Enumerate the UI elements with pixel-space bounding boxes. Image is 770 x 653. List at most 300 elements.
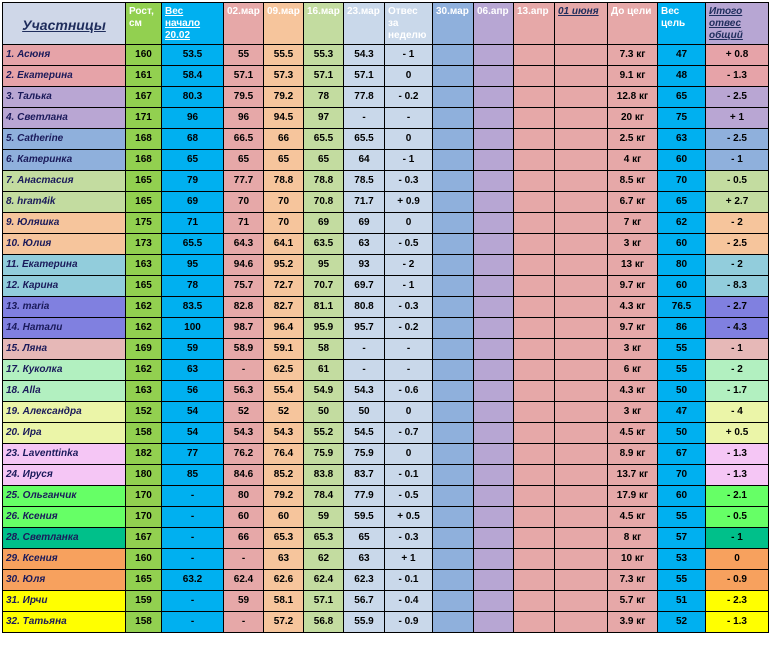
target-weight-cell: 50 bbox=[658, 423, 706, 444]
participant-name: 1. Асюня bbox=[3, 45, 126, 66]
apr13-cell bbox=[514, 381, 555, 402]
table-row bbox=[3, 339, 769, 360]
mar16-cell: 78.4 bbox=[304, 486, 344, 507]
height-cell: 167 bbox=[126, 528, 162, 549]
mar30-cell bbox=[433, 360, 474, 381]
height-cell: 162 bbox=[126, 318, 162, 339]
mar16-cell: 78.8 bbox=[304, 171, 344, 192]
week-loss-cell: - bbox=[385, 339, 433, 360]
participant-name: 13. maria bbox=[3, 297, 126, 318]
mar23-cell: 78.5 bbox=[344, 171, 385, 192]
height-cell: 180 bbox=[126, 465, 162, 486]
table-row bbox=[3, 423, 769, 444]
table-row bbox=[3, 192, 769, 213]
apr06-cell bbox=[474, 234, 514, 255]
to-goal-cell: 3 кг bbox=[608, 234, 658, 255]
target-weight-cell: 62 bbox=[658, 213, 706, 234]
header-apr06: 06.апр bbox=[474, 3, 514, 45]
apr06-cell bbox=[474, 318, 514, 339]
mar23-cell: 59.5 bbox=[344, 507, 385, 528]
target-weight-cell: 51 bbox=[658, 591, 706, 612]
to-goal-cell: 20 кг bbox=[608, 108, 658, 129]
start-weight-cell: 53.5 bbox=[162, 45, 224, 66]
mar02-cell: 65 bbox=[224, 150, 264, 171]
header-target-weight: Вес цель bbox=[658, 3, 706, 45]
jun01-cell bbox=[555, 45, 608, 66]
mar02-cell: 96 bbox=[224, 108, 264, 129]
apr06-cell bbox=[474, 381, 514, 402]
mar09-cell: 64.1 bbox=[264, 234, 304, 255]
target-weight-cell: 86 bbox=[658, 318, 706, 339]
participant-name: 9. Юляшка bbox=[3, 213, 126, 234]
mar02-cell: 75.7 bbox=[224, 276, 264, 297]
mar30-cell bbox=[433, 66, 474, 87]
start-weight-cell: 59 bbox=[162, 339, 224, 360]
to-goal-cell: 4.3 кг bbox=[608, 297, 658, 318]
mar16-cell: 55.3 bbox=[304, 45, 344, 66]
mar09-cell: 52 bbox=[264, 402, 304, 423]
total-loss-cell: - 1 bbox=[706, 528, 769, 549]
table-row bbox=[3, 486, 769, 507]
mar09-cell: 55.5 bbox=[264, 45, 304, 66]
mar16-cell: 69 bbox=[304, 213, 344, 234]
mar30-cell bbox=[433, 402, 474, 423]
to-goal-cell: 5.7 кг bbox=[608, 591, 658, 612]
participant-name: 32. Татьяна bbox=[3, 612, 126, 633]
total-loss-cell: - 1.3 bbox=[706, 444, 769, 465]
mar09-cell: 65 bbox=[264, 150, 304, 171]
height-cell: 171 bbox=[126, 108, 162, 129]
apr13-cell bbox=[514, 465, 555, 486]
apr06-cell bbox=[474, 402, 514, 423]
jun01-cell bbox=[555, 297, 608, 318]
mar30-cell bbox=[433, 528, 474, 549]
apr13-cell bbox=[514, 255, 555, 276]
table-row bbox=[3, 360, 769, 381]
apr13-cell bbox=[514, 507, 555, 528]
target-weight-cell: 50 bbox=[658, 381, 706, 402]
apr06-cell bbox=[474, 339, 514, 360]
mar02-cell: 98.7 bbox=[224, 318, 264, 339]
target-weight-cell: 55 bbox=[658, 507, 706, 528]
mar23-cell: - bbox=[344, 360, 385, 381]
participant-name: 31. Ирчи bbox=[3, 591, 126, 612]
height-cell: 175 bbox=[126, 213, 162, 234]
mar02-cell: 94.6 bbox=[224, 255, 264, 276]
mar23-cell: 69.7 bbox=[344, 276, 385, 297]
jun01-cell bbox=[555, 612, 608, 633]
header-height: Рост, см bbox=[126, 3, 162, 45]
target-weight-cell: 67 bbox=[658, 444, 706, 465]
table-row bbox=[3, 381, 769, 402]
jun01-cell bbox=[555, 234, 608, 255]
mar30-cell bbox=[433, 570, 474, 591]
to-goal-cell: 4.3 кг bbox=[608, 381, 658, 402]
mar16-cell: 70.7 bbox=[304, 276, 344, 297]
header-to-goal: До цели bbox=[608, 3, 658, 45]
mar23-cell: 63 bbox=[344, 549, 385, 570]
mar23-cell: 77.8 bbox=[344, 87, 385, 108]
to-goal-cell: 17.9 кг bbox=[608, 486, 658, 507]
total-loss-cell: - 8.3 bbox=[706, 276, 769, 297]
apr06-cell bbox=[474, 108, 514, 129]
table-row bbox=[3, 402, 769, 423]
apr13-cell bbox=[514, 192, 555, 213]
mar30-cell bbox=[433, 150, 474, 171]
total-loss-cell: 0 bbox=[706, 549, 769, 570]
mar02-cell: - bbox=[224, 360, 264, 381]
mar30-cell bbox=[433, 171, 474, 192]
to-goal-cell: 9.1 кг bbox=[608, 66, 658, 87]
mar02-cell: 56.3 bbox=[224, 381, 264, 402]
mar23-cell: - bbox=[344, 108, 385, 129]
total-loss-cell: - 0.5 bbox=[706, 507, 769, 528]
mar02-cell: 80 bbox=[224, 486, 264, 507]
to-goal-cell: 4.5 кг bbox=[608, 423, 658, 444]
apr06-cell bbox=[474, 213, 514, 234]
start-weight-cell: 58.4 bbox=[162, 66, 224, 87]
participant-name: 20. Ира bbox=[3, 423, 126, 444]
mar09-cell: 95.2 bbox=[264, 255, 304, 276]
mar02-cell: 62.4 bbox=[224, 570, 264, 591]
start-weight-cell: 79 bbox=[162, 171, 224, 192]
mar02-cell: - bbox=[224, 549, 264, 570]
header-mar16: 16.мар bbox=[304, 3, 344, 45]
mar16-cell: 65 bbox=[304, 150, 344, 171]
total-loss-cell: - 1.7 bbox=[706, 381, 769, 402]
week-loss-cell: - 0.6 bbox=[385, 381, 433, 402]
apr06-cell bbox=[474, 549, 514, 570]
height-cell: 173 bbox=[126, 234, 162, 255]
to-goal-cell: 7 кг bbox=[608, 213, 658, 234]
jun01-cell bbox=[555, 213, 608, 234]
week-loss-cell: 0 bbox=[385, 66, 433, 87]
height-cell: 162 bbox=[126, 360, 162, 381]
week-loss-cell: 0 bbox=[385, 129, 433, 150]
jun01-cell bbox=[555, 360, 608, 381]
participant-name: 6. Катеринка bbox=[3, 150, 126, 171]
to-goal-cell: 12.8 кг bbox=[608, 87, 658, 108]
start-weight-cell: - bbox=[162, 549, 224, 570]
mar16-cell: 58 bbox=[304, 339, 344, 360]
apr06-cell bbox=[474, 528, 514, 549]
height-cell: 168 bbox=[126, 129, 162, 150]
apr13-cell bbox=[514, 171, 555, 192]
height-cell: 163 bbox=[126, 381, 162, 402]
mar23-cell: 65 bbox=[344, 528, 385, 549]
mar30-cell bbox=[433, 45, 474, 66]
mar30-cell bbox=[433, 213, 474, 234]
mar09-cell: 54.3 bbox=[264, 423, 304, 444]
table-row bbox=[3, 150, 769, 171]
start-weight-cell: 100 bbox=[162, 318, 224, 339]
mar16-cell: 56.8 bbox=[304, 612, 344, 633]
apr06-cell bbox=[474, 129, 514, 150]
target-weight-cell: 70 bbox=[658, 465, 706, 486]
apr06-cell bbox=[474, 171, 514, 192]
height-cell: 182 bbox=[126, 444, 162, 465]
start-weight-cell: - bbox=[162, 507, 224, 528]
to-goal-cell: 3.9 кг bbox=[608, 612, 658, 633]
week-loss-cell: + 0.9 bbox=[385, 192, 433, 213]
total-loss-cell: - 0.5 bbox=[706, 171, 769, 192]
table-row bbox=[3, 276, 769, 297]
mar23-cell: 56.7 bbox=[344, 591, 385, 612]
mar23-cell: 63 bbox=[344, 234, 385, 255]
apr13-cell bbox=[514, 213, 555, 234]
participant-name: 10. Юлия bbox=[3, 234, 126, 255]
to-goal-cell: 3 кг bbox=[608, 339, 658, 360]
mar02-cell: 58.9 bbox=[224, 339, 264, 360]
table-row bbox=[3, 108, 769, 129]
jun01-cell bbox=[555, 381, 608, 402]
mar23-cell: - bbox=[344, 339, 385, 360]
start-weight-cell: 77 bbox=[162, 444, 224, 465]
jun01-cell bbox=[555, 444, 608, 465]
mar16-cell: 81.1 bbox=[304, 297, 344, 318]
week-loss-cell: - 1 bbox=[385, 276, 433, 297]
target-weight-cell: 75 bbox=[658, 108, 706, 129]
start-weight-cell: 65.5 bbox=[162, 234, 224, 255]
mar30-cell bbox=[433, 423, 474, 444]
mar23-cell: 55.9 bbox=[344, 612, 385, 633]
mar16-cell: 57.1 bbox=[304, 591, 344, 612]
apr13-cell bbox=[514, 129, 555, 150]
start-weight-cell: 56 bbox=[162, 381, 224, 402]
apr13-cell bbox=[514, 318, 555, 339]
jun01-cell bbox=[555, 528, 608, 549]
to-goal-cell: 6 кг bbox=[608, 360, 658, 381]
mar16-cell: 63.5 bbox=[304, 234, 344, 255]
jun01-cell bbox=[555, 192, 608, 213]
header-name: Участницы bbox=[3, 3, 126, 45]
to-goal-cell: 2.5 кг bbox=[608, 129, 658, 150]
total-loss-cell: - 1.3 bbox=[706, 465, 769, 486]
apr06-cell bbox=[474, 423, 514, 444]
mar30-cell bbox=[433, 507, 474, 528]
height-cell: 170 bbox=[126, 486, 162, 507]
start-weight-cell: 83.5 bbox=[162, 297, 224, 318]
apr13-cell bbox=[514, 360, 555, 381]
table-row bbox=[3, 591, 769, 612]
apr06-cell bbox=[474, 360, 514, 381]
mar16-cell: 50 bbox=[304, 402, 344, 423]
start-weight-cell: 54 bbox=[162, 423, 224, 444]
start-weight-cell: - bbox=[162, 591, 224, 612]
jun01-cell bbox=[555, 276, 608, 297]
mar09-cell: 58.1 bbox=[264, 591, 304, 612]
target-weight-cell: 47 bbox=[658, 402, 706, 423]
total-loss-cell: - 2.1 bbox=[706, 486, 769, 507]
height-cell: 169 bbox=[126, 339, 162, 360]
apr06-cell bbox=[474, 444, 514, 465]
jun01-cell bbox=[555, 171, 608, 192]
mar16-cell: 78 bbox=[304, 87, 344, 108]
apr13-cell bbox=[514, 108, 555, 129]
header-mar09: 09.мар bbox=[264, 3, 304, 45]
to-goal-cell: 13.7 кг bbox=[608, 465, 658, 486]
apr06-cell bbox=[474, 192, 514, 213]
target-weight-cell: 65 bbox=[658, 87, 706, 108]
table-row bbox=[3, 45, 769, 66]
jun01-cell bbox=[555, 549, 608, 570]
mar09-cell: 57.3 bbox=[264, 66, 304, 87]
target-weight-cell: 70 bbox=[658, 171, 706, 192]
mar30-cell bbox=[433, 108, 474, 129]
mar23-cell: 93 bbox=[344, 255, 385, 276]
table-row bbox=[3, 465, 769, 486]
mar02-cell: 66 bbox=[224, 528, 264, 549]
week-loss-cell: - 0.7 bbox=[385, 423, 433, 444]
jun01-cell bbox=[555, 423, 608, 444]
table-row bbox=[3, 87, 769, 108]
mar16-cell: 61 bbox=[304, 360, 344, 381]
mar09-cell: 62.6 bbox=[264, 570, 304, 591]
to-goal-cell: 13 кг bbox=[608, 255, 658, 276]
total-loss-cell: - 1.3 bbox=[706, 612, 769, 633]
week-loss-cell: 0 bbox=[385, 402, 433, 423]
target-weight-cell: 60 bbox=[658, 276, 706, 297]
header-jun01: 01 июня bbox=[555, 3, 608, 45]
participant-name: 24. Ируся bbox=[3, 465, 126, 486]
mar23-cell: 83.7 bbox=[344, 465, 385, 486]
mar16-cell: 95 bbox=[304, 255, 344, 276]
mar02-cell: 64.3 bbox=[224, 234, 264, 255]
mar09-cell: 78.8 bbox=[264, 171, 304, 192]
apr06-cell bbox=[474, 45, 514, 66]
mar23-cell: 57.1 bbox=[344, 66, 385, 87]
height-cell: 152 bbox=[126, 402, 162, 423]
to-goal-cell: 8 кг bbox=[608, 528, 658, 549]
participant-name: 26. Ксения bbox=[3, 507, 126, 528]
apr06-cell bbox=[474, 150, 514, 171]
height-cell: 165 bbox=[126, 192, 162, 213]
mar16-cell: 97 bbox=[304, 108, 344, 129]
mar23-cell: 54.3 bbox=[344, 45, 385, 66]
target-weight-cell: 60 bbox=[658, 150, 706, 171]
total-loss-cell: + 0.8 bbox=[706, 45, 769, 66]
mar16-cell: 65.3 bbox=[304, 528, 344, 549]
jun01-cell bbox=[555, 66, 608, 87]
table-row bbox=[3, 129, 769, 150]
apr06-cell bbox=[474, 276, 514, 297]
header-apr13: 13.апр bbox=[514, 3, 555, 45]
total-loss-cell: + 2.7 bbox=[706, 192, 769, 213]
apr13-cell bbox=[514, 423, 555, 444]
to-goal-cell: 8.5 кг bbox=[608, 171, 658, 192]
apr06-cell bbox=[474, 507, 514, 528]
height-cell: 165 bbox=[126, 171, 162, 192]
mar09-cell: 85.2 bbox=[264, 465, 304, 486]
apr13-cell bbox=[514, 297, 555, 318]
apr13-cell bbox=[514, 528, 555, 549]
jun01-cell bbox=[555, 87, 608, 108]
week-loss-cell: - 0.4 bbox=[385, 591, 433, 612]
mar02-cell: 84.6 bbox=[224, 465, 264, 486]
to-goal-cell: 7.3 кг bbox=[608, 45, 658, 66]
table-row bbox=[3, 444, 769, 465]
mar09-cell: 57.2 bbox=[264, 612, 304, 633]
total-loss-cell: - 2 bbox=[706, 255, 769, 276]
apr13-cell bbox=[514, 486, 555, 507]
apr13-cell bbox=[514, 234, 555, 255]
mar30-cell bbox=[433, 381, 474, 402]
apr13-cell bbox=[514, 66, 555, 87]
jun01-cell bbox=[555, 129, 608, 150]
apr06-cell bbox=[474, 66, 514, 87]
week-loss-cell: - bbox=[385, 108, 433, 129]
mar09-cell: 59.1 bbox=[264, 339, 304, 360]
mar09-cell: 55.4 bbox=[264, 381, 304, 402]
week-loss-cell: - 1 bbox=[385, 45, 433, 66]
start-weight-cell: - bbox=[162, 486, 224, 507]
mar23-cell: 95.7 bbox=[344, 318, 385, 339]
participant-name: 4. Светлана bbox=[3, 108, 126, 129]
jun01-cell bbox=[555, 465, 608, 486]
table-row bbox=[3, 213, 769, 234]
target-weight-cell: 48 bbox=[658, 66, 706, 87]
participant-name: 19. Александра bbox=[3, 402, 126, 423]
height-cell: 158 bbox=[126, 423, 162, 444]
participant-name: 17. Куколка bbox=[3, 360, 126, 381]
mar23-cell: 65.5 bbox=[344, 129, 385, 150]
mar30-cell bbox=[433, 612, 474, 633]
start-weight-cell: 68 bbox=[162, 129, 224, 150]
mar16-cell: 59 bbox=[304, 507, 344, 528]
total-loss-cell: - 2 bbox=[706, 360, 769, 381]
total-loss-cell: - 1.3 bbox=[706, 66, 769, 87]
start-weight-cell: 69 bbox=[162, 192, 224, 213]
weight-loss-table bbox=[2, 2, 769, 633]
week-loss-cell: - 0.1 bbox=[385, 570, 433, 591]
start-weight-cell: 63 bbox=[162, 360, 224, 381]
jun01-cell bbox=[555, 108, 608, 129]
mar30-cell bbox=[433, 129, 474, 150]
mar09-cell: 60 bbox=[264, 507, 304, 528]
mar30-cell bbox=[433, 192, 474, 213]
week-loss-cell: 0 bbox=[385, 213, 433, 234]
apr13-cell bbox=[514, 276, 555, 297]
jun01-cell bbox=[555, 255, 608, 276]
to-goal-cell: 6.7 кг bbox=[608, 192, 658, 213]
target-weight-cell: 53 bbox=[658, 549, 706, 570]
week-loss-cell: - 0.9 bbox=[385, 612, 433, 633]
height-cell: 158 bbox=[126, 612, 162, 633]
start-weight-cell: 71 bbox=[162, 213, 224, 234]
apr13-cell bbox=[514, 444, 555, 465]
mar09-cell: 66 bbox=[264, 129, 304, 150]
start-weight-cell: - bbox=[162, 528, 224, 549]
apr13-cell bbox=[514, 612, 555, 633]
jun01-cell bbox=[555, 507, 608, 528]
total-loss-cell: + 0.5 bbox=[706, 423, 769, 444]
participant-name: 29. Ксения bbox=[3, 549, 126, 570]
mar30-cell bbox=[433, 465, 474, 486]
height-cell: 161 bbox=[126, 66, 162, 87]
target-weight-cell: 57 bbox=[658, 528, 706, 549]
apr06-cell bbox=[474, 255, 514, 276]
mar30-cell bbox=[433, 549, 474, 570]
apr06-cell bbox=[474, 612, 514, 633]
height-cell: 159 bbox=[126, 591, 162, 612]
apr13-cell bbox=[514, 591, 555, 612]
mar16-cell: 70.8 bbox=[304, 192, 344, 213]
participant-name: 23. Laventtinka bbox=[3, 444, 126, 465]
start-weight-cell: - bbox=[162, 612, 224, 633]
mar16-cell: 62.4 bbox=[304, 570, 344, 591]
height-cell: 160 bbox=[126, 45, 162, 66]
header-week-loss: Отвес за неделю bbox=[385, 3, 433, 45]
